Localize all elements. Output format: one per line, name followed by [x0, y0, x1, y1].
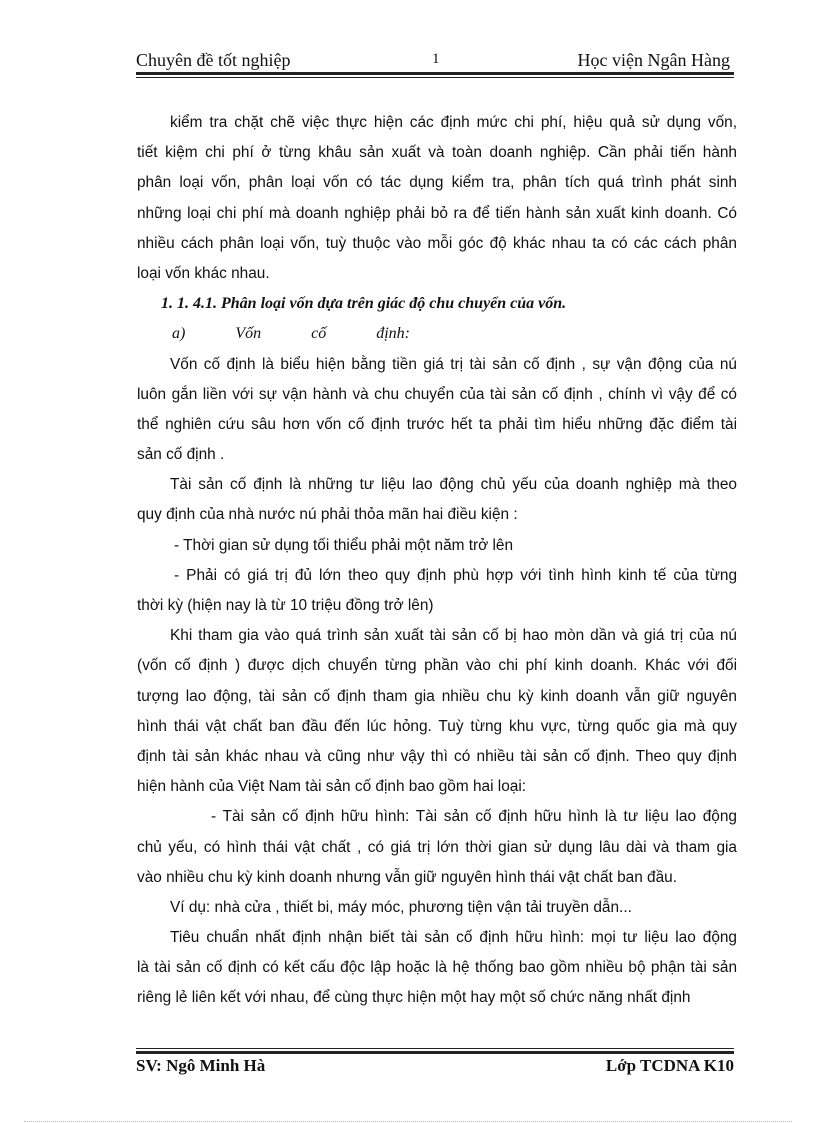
header-institution: Học viện Ngân Hàng — [577, 50, 730, 70]
section-heading: 1. 1. 4.1. Phân loại vốn dựa trên giác độ chu chuyển của vốn. — [161, 295, 567, 313]
paragraph-line: loại vốn khác nhau. — [137, 264, 270, 282]
footer-rule-thin — [136, 1048, 734, 1049]
paragraph-line: quy định của nhà nước nú phải thỏa mãn hai điều kiện : — [137, 506, 518, 524]
page-number: 1 — [432, 51, 440, 67]
paragraph-line: vào nhiều chu kỳ kinh doanh nhưng vẫn giữ nguyên hình thái vật chất ban đầu. — [137, 868, 678, 886]
page-footer — [136, 1056, 734, 1082]
bullet-line: - Phải có giá trị đủ lớn theo quy định phù hợp với tình hình kinh tế của từng — [174, 566, 737, 584]
page-header — [136, 48, 734, 74]
subsection-heading: a) Vốn cố định: — [172, 325, 410, 343]
paragraph-line: tiết kiệm chi phí ở từng khâu sản xuất và toàn doanh nghiệp. Cần phải tiến hành — [137, 144, 737, 162]
paragraph-line: riêng lẻ liên kết với nhau, để cùng thực hiện một hay một số chức năng nhất định — [137, 989, 691, 1007]
paragraph-line: hình thái vật chất ban đầu đến lúc hỏng. Tuỳ từng khu vực, từng quốc gia mà quy — [137, 717, 737, 735]
header-rule-thick — [136, 72, 734, 75]
paragraph-line: thể nghiên cứu sâu hơn vốn cố định trước hết ta phải tìm hiểu những đặc điểm tài — [137, 415, 737, 433]
paragraph-line: định tài sản khác nhau và cũng như vậy thì có nhiều tài sản cố định. Theo quy định — [137, 747, 737, 765]
paragraph-line: Tiêu chuẩn nhất định nhận biết tài sản cố định hữu hình: mọi tư liệu lao động — [170, 929, 737, 947]
paragraph-line: Vốn cố định là biểu hiện bằng tiền giá trị tài sản cố định , sự vận động của nú — [170, 355, 737, 373]
header-title: Chuyên đề tốt nghiệp — [136, 50, 291, 70]
paragraph-line: Ví dụ: nhà cửa , thiết bi, máy móc, phương tiện vận tải truyền dẫn... — [170, 898, 632, 916]
paragraph-line: thời kỳ (hiện nay là từ 10 triệu đồng trở lên) — [137, 597, 434, 614]
paragraph-line: luôn gắn liền với sự vận hành và chu chuyển của tài sản cố định , chính vì vậy để có — [137, 385, 737, 403]
paragraph-line: (vốn cố định ) được dịch chuyển từng phần vào chi phí kinh doanh. Khác với đối — [137, 657, 737, 675]
paragraph-line: kiểm tra chặt chẽ việc thực hiện các định mức chi phí, hiệu quả sử dụng vốn, — [170, 114, 737, 131]
paragraph-line: chủ yếu, có hình thái vật chất , có giá trị lớn thời gian sử dụng lâu dài và tham gia — [137, 838, 737, 856]
bullet-line: - Thời gian sử dụng tối thiểu phải một năm trở lên — [174, 536, 514, 554]
paragraph-line: sản cố định . — [137, 446, 225, 464]
paragraph-line: là tài sản cố định có kết cấu độc lập hoặc là hệ thống bao gồm nhiều bộ phận tài sản — [137, 959, 737, 977]
document-body — [137, 108, 737, 1014]
paragraph-line: những loại chi phí mà doanh nghiệp phải bỏ ra để tiến hành sản xuất kinh doanh. Có — [137, 204, 737, 222]
paragraph-line: tượng lao động, tài sản cố định tham gia nhiều chu kỳ kinh doanh vẫn giữ nguyên — [137, 687, 737, 705]
paragraph-line: hiện hành của Việt Nam tài sản cố định bao gồm hai loại: — [137, 778, 527, 796]
paragraph-line: Tài sản cố định là những tư liệu lao động chủ yếu của doanh nghiệp mà theo — [170, 476, 737, 494]
header-rule-thin — [136, 77, 734, 78]
page-edge-divider — [24, 1121, 792, 1122]
paragraph-line: phân loại vốn, phân loại vốn có tác dụng kiểm tra, phân tích quá trình phát sinh — [137, 174, 737, 192]
bullet-line: - Tài sản cố định hữu hình: Tài sản cố định hữu hình là tư liệu lao động — [211, 808, 737, 826]
footer-rule-thick — [136, 1051, 734, 1054]
footer-class: Lớp TCDNA K10 — [605, 1056, 734, 1075]
footer-student: SV: Ngô Minh Hà — [136, 1056, 266, 1075]
paragraph-line: Khi tham gia vào quá trình sản xuất tài sản cố bị hao mòn dần và giá trị của nú — [170, 627, 737, 645]
paragraph-line: nhiều cách phân loại vốn, tuỳ thuộc vào mỗi góc độ khác nhau ta có các cách phân — [137, 234, 737, 252]
